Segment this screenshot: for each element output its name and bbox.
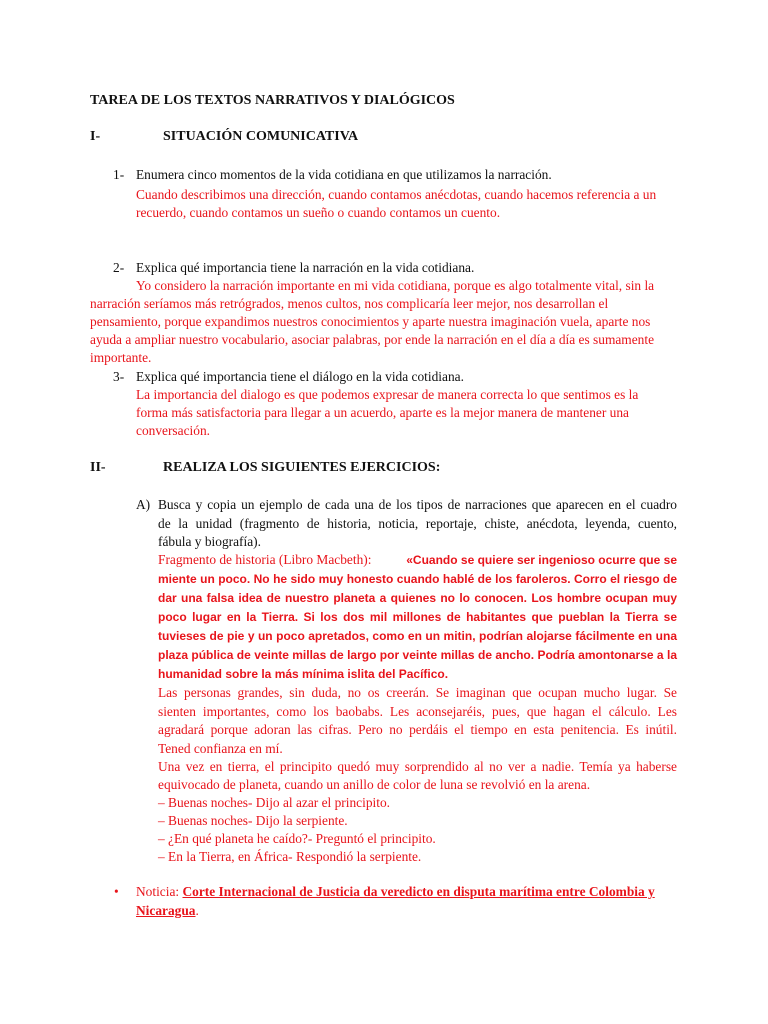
- fragment-text-line: equivocado de planeta, cuando un anillo de color de luna se revolvió en la arena.: [158, 777, 591, 792]
- fragment-text-line: – Buenas noches- Dijo al azar el principito.: [158, 795, 391, 810]
- exercise-a-instruction-line: fábula y biografía).: [158, 534, 261, 549]
- q1-answer-line: Cuando describimos una dirección, cuando contamos anécdotas, cuando hacemos referencia a un: [136, 187, 657, 202]
- news-item: [136, 883, 677, 901]
- fragment-text-line: sienten importantes, como los baobabs. Les aconsejaréis, pues, que hagan el cálculo. Les: [158, 704, 677, 719]
- fragment-quote-line: tuvieses de pie y un poco apretados, como en un mitin, podrían alojarse fácilmente en una: [158, 629, 677, 643]
- news-trailing: .: [195, 903, 199, 918]
- q2-answer-line: pensamiento, porque expandimos nuestros conocimientos y aparte nuestra imaginación vuela, aparte nos: [90, 314, 651, 329]
- fragment-first-line: «Cuando se quiere ser ingenioso ocurre que se: [406, 553, 677, 567]
- q1-answer-line: recuerdo, cuando contamos un sueño o cuando contamos un cuento.: [136, 205, 501, 220]
- q1-question: Enumera cinco momentos de la vida cotidiana en que utilizamos la narración.: [136, 167, 552, 182]
- section-1-heading: SITUACIÓN COMUNICATIVA: [163, 129, 359, 144]
- fragment-label: Fragmento de historia (Libro Macbeth):: [158, 552, 372, 567]
- bullet-marker: •: [114, 884, 119, 899]
- fragment-text-line: Una vez en tierra, el principito quedó muy sorprendido al no ver a nadie. Temía ya haberse: [158, 759, 677, 774]
- q3-number: 3-: [113, 369, 125, 384]
- document-title: TAREA DE LOS TEXTOS NARRATIVOS Y DIALÓGICOS: [90, 93, 455, 108]
- fragment-quote-line: dar una falsa idea de nuestro planeta a quienes no lo conocen. Los hombre ocupan muy: [158, 591, 677, 605]
- news-item-continued: [136, 902, 199, 920]
- q2-answer-line: narración seríamos más retrógrados, menos cultos, nos complicaría leer mejor, nos desarrollan el: [90, 296, 609, 311]
- fragment-quote-line: poco lugar en la Tierra. Si los dos mil millones de habitantes que pueblan la Tierra se: [158, 610, 677, 624]
- q2-answer-line: Yo considero la narración importante en mi vida cotidiana, porque es algo totalmente vital, sin la: [136, 278, 655, 293]
- news-link-continued[interactable]: Nicaragua: [136, 903, 196, 918]
- q2-number: 2-: [113, 260, 125, 275]
- fragment-text-line: agradará porque adoran las cifras. Pero no perdáis el tiempo en esta penitencia. Es inútil.: [158, 722, 677, 737]
- fragment-text-line: – Buenas noches- Dijo la serpiente.: [158, 813, 348, 828]
- q3-question: Explica qué importancia tiene el diálogo en la vida cotidiana.: [136, 369, 464, 384]
- q3-answer-line: forma más satisfactoria para llegar a un acuerdo, aparte es la mejor manera de mantener una: [136, 405, 629, 420]
- fragment-quote-line: miente un poco. No he sido muy honesto cuando hablé de los faroleros. Corro el riesgo de: [158, 572, 677, 586]
- q3-answer-line: La importancia del dialogo es que podemos expresar de manera correcta lo que sentimos es la: [136, 387, 639, 402]
- q2-answer-line: importante.: [90, 350, 152, 365]
- section-2-heading: REALIZA LOS SIGUIENTES EJERCICIOS:: [163, 460, 441, 475]
- fragment-text-line: – ¿En qué planeta he caído?- Preguntó el principito.: [158, 831, 436, 846]
- exercise-a-label: A): [136, 497, 151, 512]
- q1-number: 1-: [113, 167, 125, 182]
- fragment-quote-line: humanidad sobre la más mínima islita del Pacífico.: [158, 667, 449, 681]
- q2-question: Explica qué importancia tiene la narración en la vida cotidiana.: [136, 260, 475, 275]
- news-link[interactable]: Corte Internacional de Justicia da veredicto en disputa marítima entre Colombia y: [182, 884, 655, 899]
- q2-answer-line: ayuda a ampliar nuestro vocabulario, asociar palabras, por ende la narración en el día a día es sumamente: [90, 332, 655, 347]
- fragment-quote-line: plaza pública de veinte millas de largo por veinte millas de ancho. Podría amontonarse a la: [158, 648, 677, 662]
- fragment-text-line: Las personas grandes, sin duda, no os creerán. Se imaginan que ocupan mucho lugar. Se: [158, 685, 677, 700]
- exercise-a-instruction-line: de la unidad (fragmento de historia, noticia, reportaje, chiste, anécdota, leyenda, cuento,: [158, 516, 677, 531]
- q3-answer-line: conversación.: [136, 423, 210, 438]
- section-2-number: II-: [90, 460, 106, 475]
- exercise-a-instruction-line: Busca y copia un ejemplo de cada una de los tipos de narraciones que aparecen en el cuadro: [158, 497, 677, 512]
- section-1-number: I-: [90, 129, 101, 144]
- news-label: Noticia:: [136, 884, 180, 899]
- fragment-text-line: Tened confianza en mí.: [158, 741, 283, 756]
- fragment-text-line: – En la Tierra, en África- Respondió la serpiente.: [158, 849, 422, 864]
